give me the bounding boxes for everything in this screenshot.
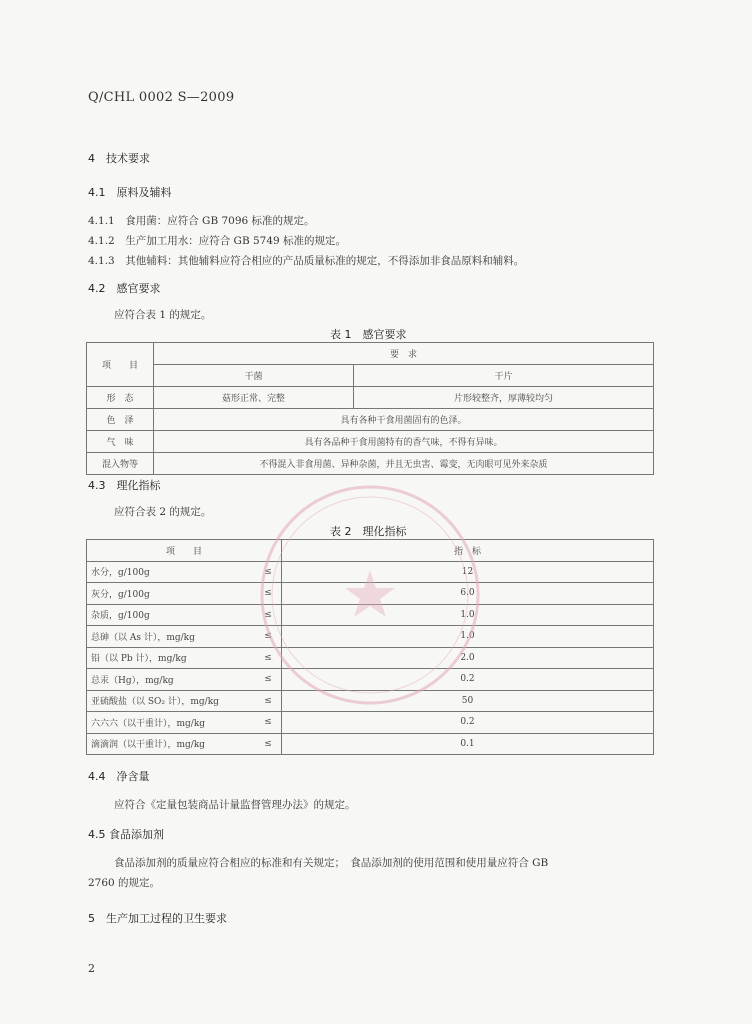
t2-le-sign: ≤ [255,733,282,755]
table-row [87,409,654,431]
t2-item-name: 六六六（以干重计），mg/kg [87,712,256,734]
t2-le-sign: ≤ [255,561,282,583]
table-1-caption: 表 1 感官要求 [330,328,407,341]
t1-head-item: 项 目 [87,343,154,387]
table-row [87,712,654,734]
section-4-5-heading: 4.5 食品添加剂 [88,828,164,841]
t2-le-sign: ≤ [255,690,282,712]
t2-item-name: 总汞（Hg），mg/kg [87,669,256,691]
section-4-5-text-line2: 2760 的规定。 [88,877,161,889]
table-2-caption: 表 2 理化指标 [330,525,407,538]
t1-row-item: 色 泽 [87,409,154,431]
t2-value: 2.0 [282,647,654,669]
t2-value: 50 [282,690,654,712]
section-4-4-heading: 4.4 净含量 [88,770,150,783]
section-4-1-3: 4.1.3 其他辅料：其他辅料应符合相应的产品质量标准的规定，不得添加非食品原料和辅料。 [88,255,525,267]
t2-item-name: 滴滴润（以干重计），mg/kg [87,733,256,755]
t2-value: 0.2 [282,712,654,734]
t2-value: 6.0 [282,583,654,605]
section-4-3-text: 应符合表 2 的规定。 [114,506,212,518]
section-4-4-text: 应符合《定量包装商品计量监督管理办法》的规定。 [114,799,356,811]
official-seal-stamp [255,480,485,710]
t2-le-sign: ≤ [255,669,282,691]
t2-le-sign: ≤ [255,647,282,669]
t2-value: 1.0 [282,626,654,648]
t2-le-sign: ≤ [255,712,282,734]
t1-cell: 片形较整齐，厚薄较均匀 [353,387,653,409]
section-4-5-text-line1: 食品添加剂的质量应符合相应的标准和有关规定； 食品添加剂的使用范围和使用量应符合 GB [114,857,549,869]
t1-cell: 菇形正常、完整 [154,387,354,409]
t2-item-name: 灰分，g/100g [87,583,256,605]
standard-code: Q/CHL 0002 S—2009 [88,90,235,105]
t2-le-sign: ≤ [255,583,282,605]
t1-col-dried-mushroom: 干菌 [154,365,354,387]
t1-head-requirement: 要 求 [154,343,654,365]
t2-head-item: 项 目 [87,540,282,562]
table-row [87,387,654,409]
section-4-heading: 4 技术要求 [88,152,150,165]
t1-row-item: 混入物等 [87,453,154,475]
t2-item-name: 总砷（以 As 计），mg/kg [87,626,256,648]
t2-le-sign: ≤ [255,604,282,626]
t1-cell: 具有各品种干食用菌特有的香气味，不得有异味。 [154,431,654,453]
t2-item-name: 亚硫酸盐（以 SO₂ 计），mg/kg [87,690,256,712]
t2-item-name: 铅（以 Pb 计），mg/kg [87,647,256,669]
t2-value: 1.0 [282,604,654,626]
t1-row-item: 形 态 [87,387,154,409]
t2-value: 0.1 [282,733,654,755]
section-4-2-heading: 4.2 感官要求 [88,282,161,295]
section-4-1-2: 4.1.2 生产加工用水：应符合 GB 5749 标准的规定。 [88,235,347,247]
table-row [87,431,654,453]
table-row [87,733,654,755]
t2-value: 12 [282,561,654,583]
section-4-3-heading: 4.3 理化指标 [88,479,161,492]
section-5-heading: 5 生产加工过程的卫生要求 [88,912,227,925]
section-4-1-heading: 4.1 原料及辅料 [88,186,172,199]
t2-le-sign: ≤ [255,626,282,648]
t1-row-item: 气 味 [87,431,154,453]
sensory-table [86,342,654,475]
section-4-2-text: 应符合表 1 的规定。 [114,309,212,321]
section-4-1-1: 4.1.1 食用菌：应符合 GB 7096 标准的规定。 [88,215,315,227]
t1-cell: 具有各种干食用菌固有的色泽。 [154,409,654,431]
table-row [87,453,654,475]
t2-value: 0.2 [282,669,654,691]
t1-cell: 不得混入非食用菌、异种杂菌，并且无虫害、霉变，无肉眼可见外来杂质 [154,453,654,475]
page-number: 2 [88,962,95,975]
t1-col-dried-slices: 干片 [353,365,653,387]
t2-item-name: 杂质，g/100g [87,604,256,626]
t2-item-name: 水分，g/100g [87,561,256,583]
t2-head-value: 指 标 [282,540,654,562]
